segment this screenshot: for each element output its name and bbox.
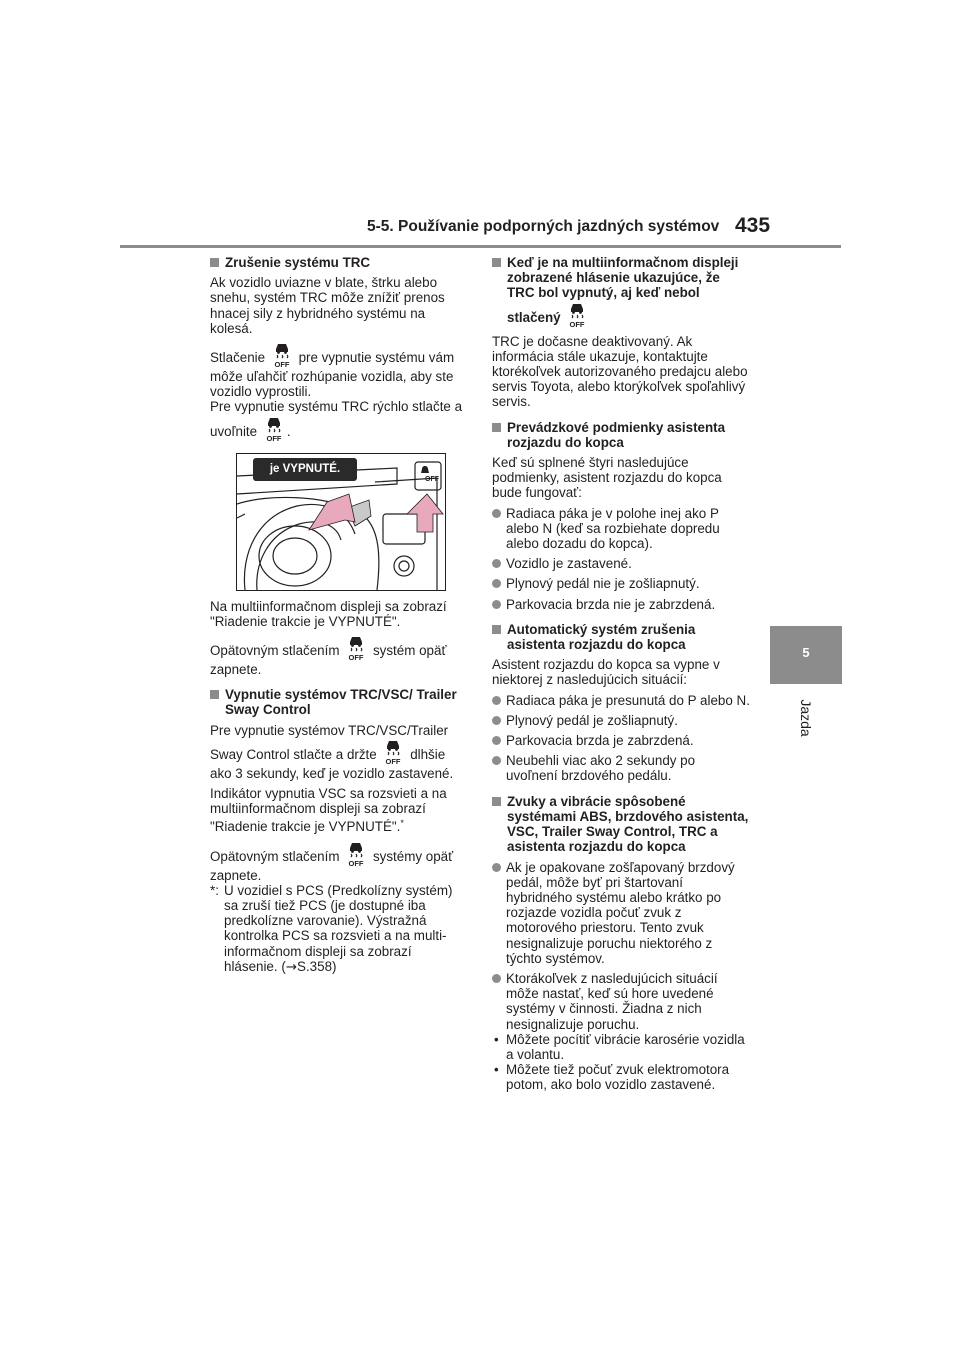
list-item: Parkovacia brzda je zabrzdená. — [492, 733, 750, 748]
trc-off-icon — [346, 840, 366, 868]
sub-list-item: • Môžete tiež počuť zvuk elektromotora potom, ako bolo vozidlo zastavené. — [494, 1062, 730, 1093]
paragraph: Asistent rozjazdu do kopca sa vypne v niektorej z nasledujúcich situácií: — [492, 657, 720, 688]
paragraph: Opätovným stlačením OFF systém opäť zapnete. — [210, 634, 468, 677]
paragraph: Stlačenie OFF pre vypnutie systému vám môže uľahčiť rozhúpanie vozidla, aby ste vozidlo vyprostili. Pre vypnutie systému TRC rýchlo stlačte a uvoľnite OFF . — [210, 341, 468, 443]
illus-off-label: OFF — [425, 475, 439, 483]
paragraph: Ak vozidlo uviazne v blate, štrku alebo snehu, systém TRC môže znížiť prenos hnacej sily z hybridného systému na kolesá. — [210, 275, 445, 336]
svg-text:OFF: OFF — [348, 858, 364, 868]
list-item: Plynový pedál je zošliapnutý. — [492, 713, 750, 728]
section-heading: Vypnutie systémov TRC/VSC/ Trailer Sway Control — [210, 687, 468, 717]
list-item: Parkovacia brzda nie je zabrzdená. — [492, 597, 750, 612]
list-item: Ak je opakovane zošľapovaný brzdový pedál, môže byť pri štartovaní hybridného systému alebo krátko po rozjazde vozidla počuť zvuk z motorového priestoru. Tento zvuk nesignalizuje poruchu niektorého z týchto systémov. — [492, 860, 750, 966]
list-item: Ktorákoľvek z nasledujúcich situácií môže nastať, keď sú hore uvedené systémy v činnosti. Žiadna z nich nesignalizuje poruchu. — [492, 971, 750, 1032]
chapter-label — [796, 690, 816, 750]
paragraph: Na multiinformačnom displeji sa zobrazí "Riadenie trakcie je VYPNUTÉ". — [210, 598, 447, 629]
list-item: Plynový pedál nie je zošliapnutý. — [492, 576, 750, 591]
chapter-tab[interactable] — [770, 626, 842, 684]
svg-text:OFF: OFF — [569, 319, 585, 329]
left-column — [210, 255, 468, 975]
trc-off-icon — [567, 301, 587, 329]
header-rule — [120, 245, 841, 248]
footnote: *: U vozidiel s PCS (Predkolízny systém) sa zruší tiež PCS (je dostupné iba predkolízne varovanie). Výstražná kontrolka PCS sa rozsvieti a na multi-informačnom displeji sa zobrazí hlásenie. (→S.358) — [210, 882, 453, 975]
list-item: Vozidlo je zastavené. — [492, 556, 750, 571]
section-heading: Automatický systém zrušenia asistenta rozjazdu do kopca — [492, 622, 750, 652]
list-item: Radiaca páka je presunutá do P alebo N. — [492, 693, 750, 708]
list-item: Radiaca páka je v polohe inej ako P alebo N (keď sa rozbiehate dopredu alebo dozadu do kopca). — [492, 506, 750, 552]
list-item: Neubehli viac ako 2 sekundy po uvoľnení brzdového pedálu. — [492, 753, 750, 783]
svg-text:OFF: OFF — [385, 756, 401, 766]
display-message: je VYPNUTÉ. — [253, 458, 357, 481]
trc-off-icon — [264, 415, 284, 443]
section-heading: Keď je na multiinformačnom displeji zobrazené hlásenie ukazujúce, že TRC bol vypnutý, aj keď nebol stlačený OFF — [492, 255, 750, 329]
page-number: 435 — [735, 214, 771, 237]
chapter-number: 5 — [802, 645, 810, 660]
sub-list-item: • Môžete pocítiť vibrácie karosérie vozidla a volantu. — [494, 1031, 745, 1062]
page-ref-link[interactable]: S.358) — [297, 958, 337, 974]
paragraph: TRC je dočasne deaktivovaný. Ak informácia stále ukazuje, kontaktujte ktorékoľvek autorizovaného predajcu alebo servis Toyota, alebo ktorýkoľvek spoľahlivý servis. — [492, 333, 748, 410]
trc-off-icon — [346, 634, 366, 662]
svg-text:OFF: OFF — [348, 653, 364, 663]
right-column — [492, 255, 750, 1093]
paragraph: Indikátor vypnutia VSC sa rozsvieti a na multiinformačnom displeji sa zobrazí "Riadenie trakcie je VYPNUTÉ".* — [210, 786, 447, 835]
arrow-right-icon: → — [285, 959, 298, 975]
dashboard-illustration — [236, 453, 446, 591]
section-heading: Prevádzkové podmienky asistenta rozjazdu do kopca — [492, 420, 750, 450]
svg-text:OFF: OFF — [266, 433, 282, 443]
section-heading: Zrušenie systému TRC — [210, 255, 468, 270]
section-title: 5-5. Používanie podporných jazdných systémov — [367, 218, 720, 235]
svg-text:OFF: OFF — [274, 360, 290, 370]
chapter-name: Jazda — [798, 699, 814, 737]
paragraph: Keď sú splnené štyri nasledujúce podmienky, asistent rozjazdu do kopca bude fungovať: — [492, 455, 722, 501]
trc-off-icon — [383, 738, 403, 766]
trc-off-icon — [272, 341, 292, 369]
section-heading: Zvuky a vibrácie spôsobené systémami ABS, brzdového asistenta, VSC, Trailer Sway Control, TRC a asistenta rozjazdu do kopca — [492, 794, 750, 855]
paragraph: Pre vypnutie systémov TRC/VSC/Trailer Sway Control stlačte a držte OFF dlhšie ako 3 sekundy, keď je vozidlo zastavené. — [210, 722, 454, 781]
footnote-ref: * — [400, 818, 404, 829]
paragraph: Opätovným stlačením OFF systémy opäť zapnete. — [210, 840, 468, 883]
